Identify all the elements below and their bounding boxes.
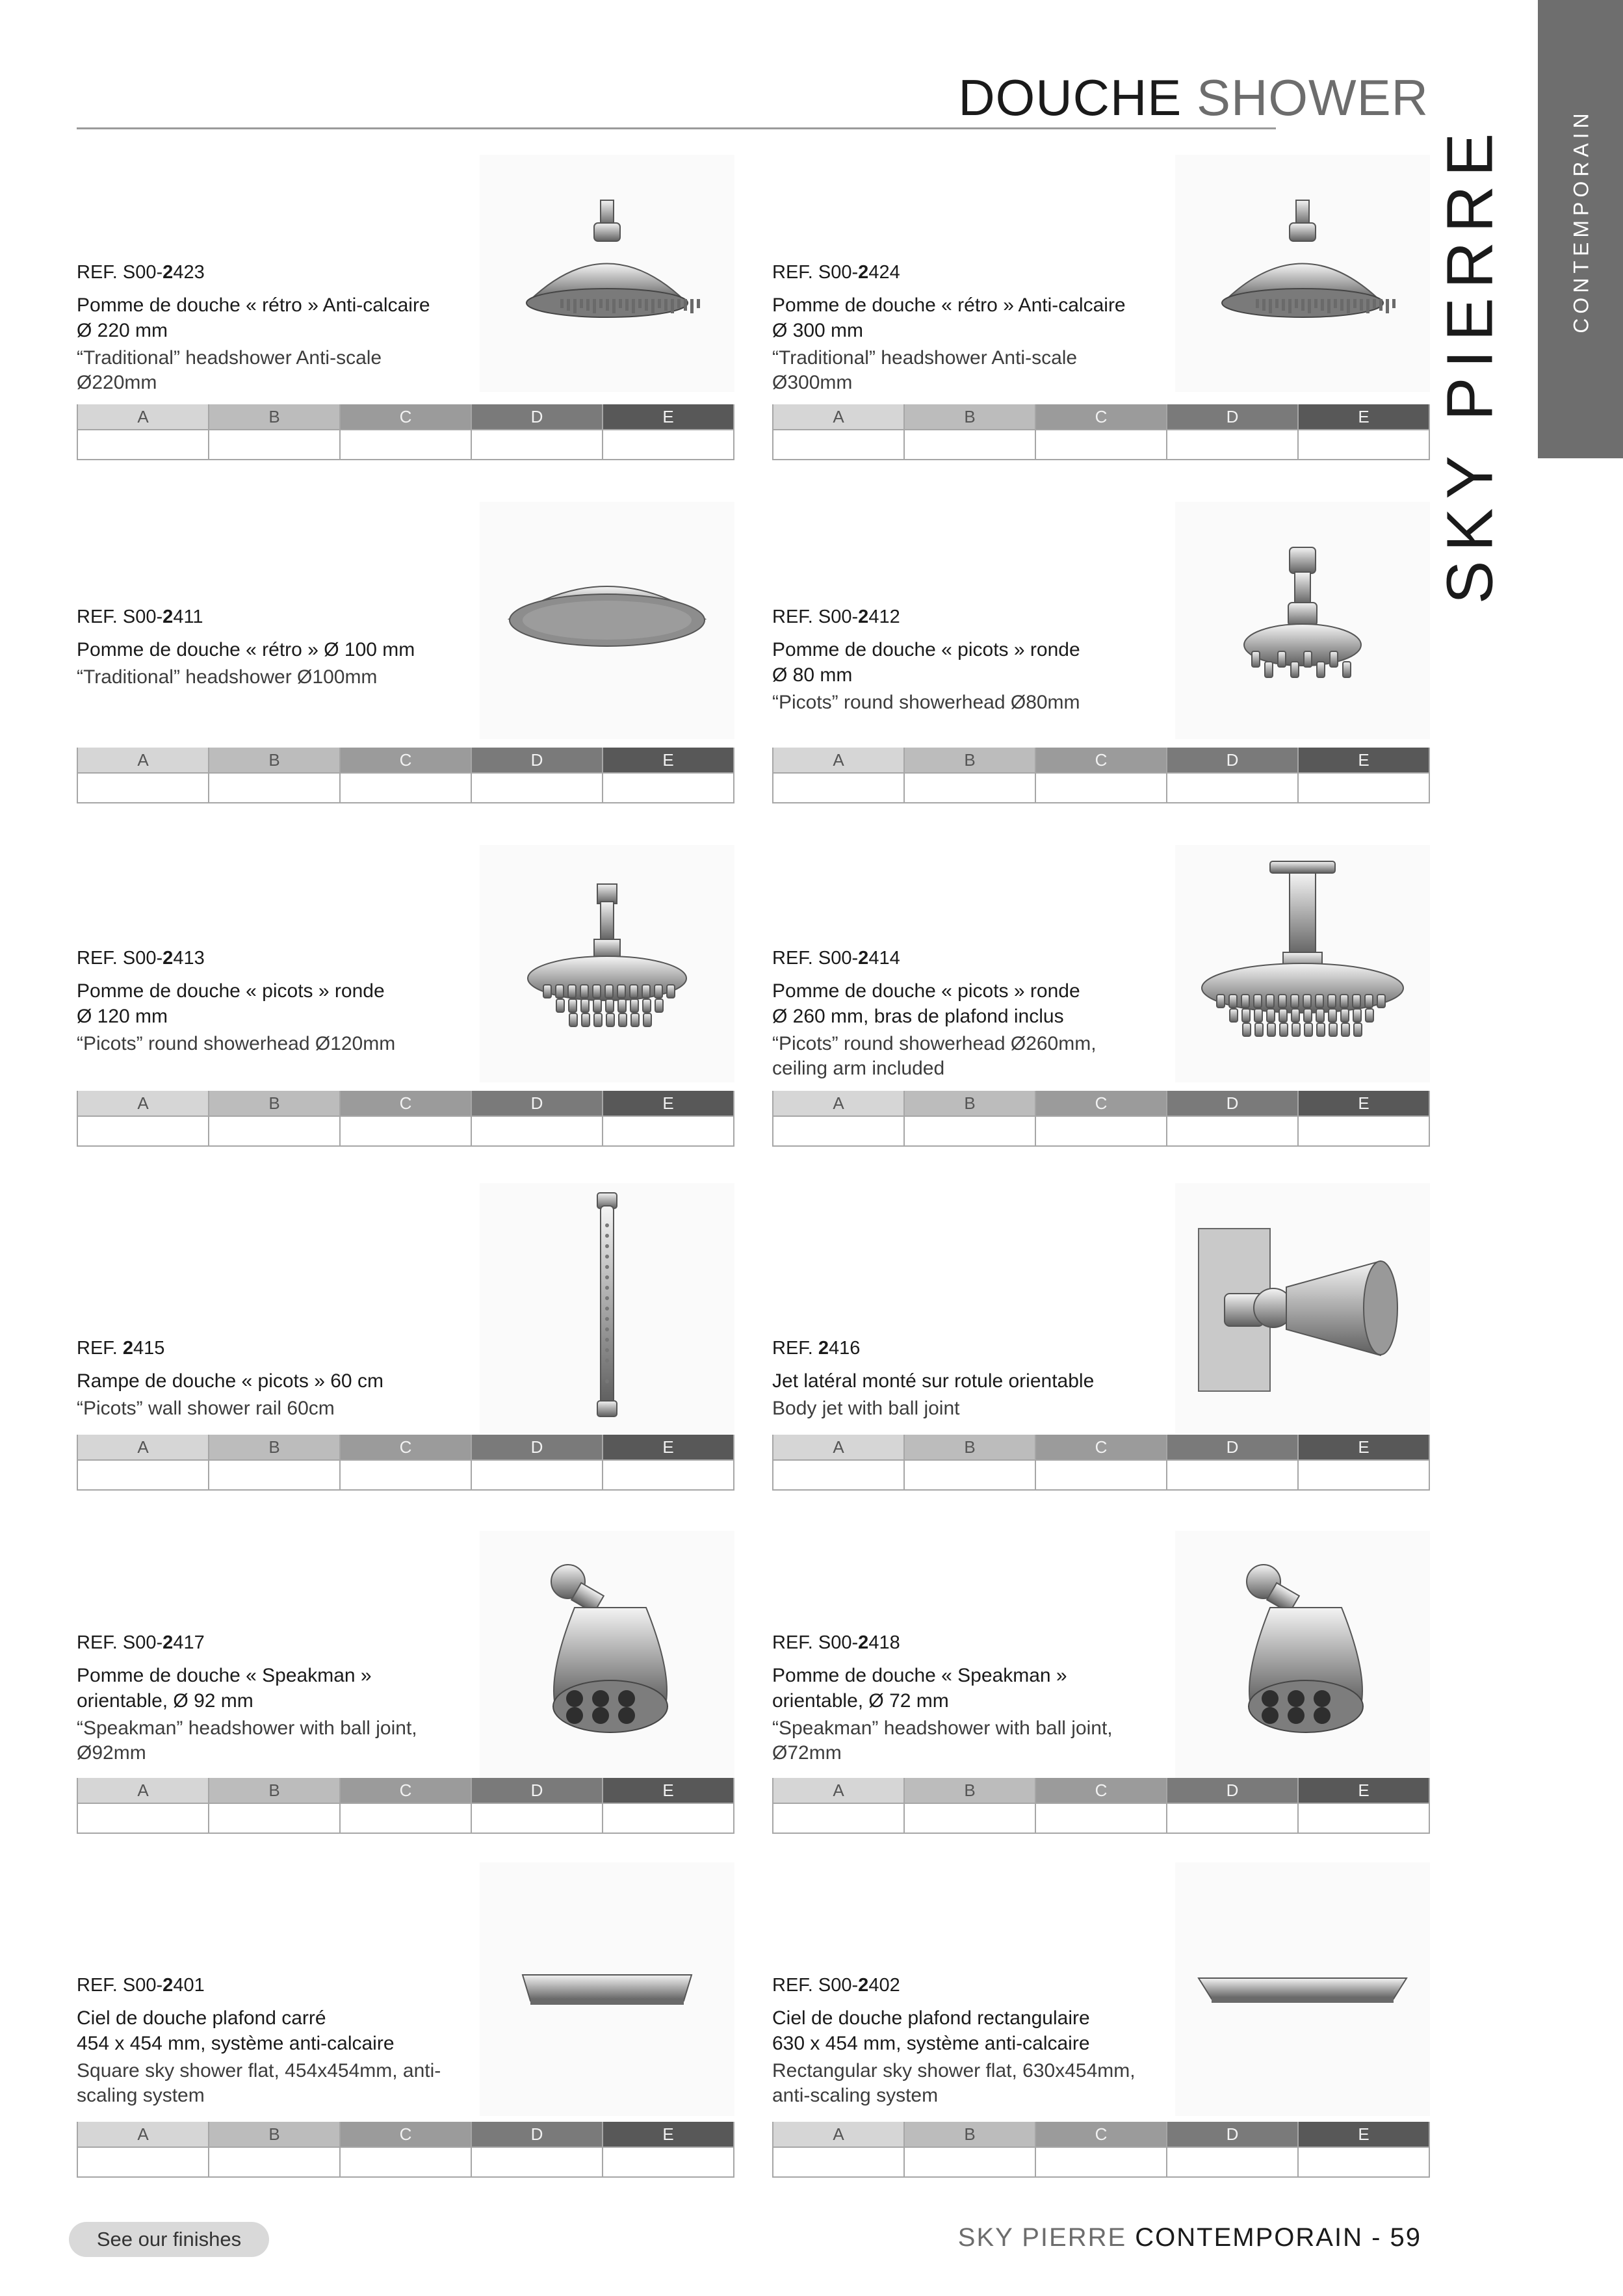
finish-value-row xyxy=(77,430,734,460)
ref-bold: 2 xyxy=(162,1632,174,1653)
ref-bold: 2 xyxy=(858,262,869,283)
finish-header-b: B xyxy=(904,2122,1035,2147)
finish-cell-e[interactable] xyxy=(603,1460,734,1490)
finish-cell-d[interactable] xyxy=(471,2147,603,2177)
product-name-fr: Pomme de douche « rétro » Ø 100 mm xyxy=(77,639,415,660)
ref-suffix: 401 xyxy=(173,1975,205,1996)
product-description xyxy=(77,260,493,395)
footer-section-page: CONTEMPORAIN - 59 xyxy=(1135,2223,1422,2252)
finish-cell-a[interactable] xyxy=(773,430,904,460)
ref-prefix: REF. S00- xyxy=(772,1975,859,1996)
ref-suffix: 424 xyxy=(868,262,900,283)
product-ref xyxy=(772,260,1188,285)
product-ref xyxy=(772,1973,1188,1998)
finish-cell-d[interactable] xyxy=(1167,430,1298,460)
finish-cell-b[interactable] xyxy=(904,1803,1035,1833)
ref-suffix: 413 xyxy=(173,948,205,969)
finish-cell-a[interactable] xyxy=(773,2147,904,2177)
finish-header-a: A xyxy=(77,748,209,773)
ref-bold: 2 xyxy=(162,1975,174,1996)
finish-cell-e[interactable] xyxy=(1298,1460,1429,1490)
finish-cell-c[interactable] xyxy=(1035,2147,1167,2177)
product-description xyxy=(772,1336,1188,1421)
finish-header-e: E xyxy=(1298,1778,1429,1803)
finish-table xyxy=(772,1778,1430,1834)
picots-head-icon xyxy=(503,874,711,1053)
product-name-fr: Pomme de douche « picots » ronde Ø 260 mm, bras de plafond inclus xyxy=(772,980,1080,1027)
product-name-en: “Traditional” headshower Anti-scale Ø220mm xyxy=(77,347,382,393)
finish-header-e: E xyxy=(603,1778,734,1803)
finish-header-d: D xyxy=(471,1435,603,1460)
finish-header-row xyxy=(77,748,734,773)
finish-header-b: B xyxy=(904,748,1035,773)
finish-cell-e[interactable] xyxy=(603,1116,734,1146)
finish-cell-b[interactable] xyxy=(209,1803,340,1833)
finish-table xyxy=(77,2122,734,2178)
finish-cell-b[interactable] xyxy=(209,430,340,460)
product-photo xyxy=(480,1531,734,1778)
finish-header-e: E xyxy=(603,2122,734,2147)
product-photo xyxy=(1175,502,1430,739)
finish-cell-c[interactable] xyxy=(1035,1460,1167,1490)
ref-suffix: 418 xyxy=(868,1632,900,1653)
finish-cell-b[interactable] xyxy=(904,1460,1035,1490)
finish-cell-e[interactable] xyxy=(603,1803,734,1833)
product-ref xyxy=(77,1973,493,1998)
finish-header-c: C xyxy=(340,1778,471,1803)
see-finishes-button[interactable]: See our finishes xyxy=(69,2222,269,2257)
ref-bold: 2 xyxy=(818,1338,829,1359)
ref-bold: 2 xyxy=(162,607,174,627)
finish-cell-b[interactable] xyxy=(209,2147,340,2177)
ref-prefix: REF. S00- xyxy=(772,607,859,627)
ref-prefix: REF. S00- xyxy=(77,262,163,283)
header-divider xyxy=(77,127,1276,129)
finish-header-b: B xyxy=(209,1435,340,1460)
finish-header-d: D xyxy=(1167,404,1298,430)
finish-value-row xyxy=(77,1116,734,1146)
finish-value-row xyxy=(77,2147,734,2177)
product-name-en: “Picots” round showerhead Ø120mm xyxy=(77,1033,396,1054)
product-name-fr: Pomme de douche « picots » ronde Ø 120 mm xyxy=(77,980,385,1027)
finish-header-d: D xyxy=(1167,748,1298,773)
ref-bold: 2 xyxy=(858,948,869,969)
finish-header-b: B xyxy=(209,1778,340,1803)
finish-cell-d[interactable] xyxy=(1167,2147,1298,2177)
ref-prefix: REF. S00- xyxy=(77,1975,163,1996)
ref-bold: 2 xyxy=(858,1632,869,1653)
finish-header-c: C xyxy=(340,404,471,430)
ref-suffix: 417 xyxy=(173,1632,205,1653)
ref-bold: 2 xyxy=(162,262,174,283)
finish-cell-e[interactable] xyxy=(1298,2147,1429,2177)
finish-header-row xyxy=(77,404,734,430)
finish-cell-a[interactable] xyxy=(773,773,904,803)
product-ref xyxy=(772,946,1188,971)
finish-value-row xyxy=(773,2147,1429,2177)
product-photo xyxy=(480,845,734,1082)
finish-header-row xyxy=(773,1091,1429,1116)
finish-header-row xyxy=(77,1435,734,1460)
product-name-en: “Speakman” headshower with ball joint, Ø72mm xyxy=(772,1717,1113,1764)
page-footer xyxy=(845,2223,1422,2252)
product-photo xyxy=(480,155,734,392)
body-jet-icon xyxy=(1186,1216,1420,1401)
ref-suffix: 416 xyxy=(829,1338,861,1359)
ref-prefix: REF. xyxy=(772,1338,818,1359)
finish-cell-d[interactable] xyxy=(1167,1116,1298,1146)
finish-header-row xyxy=(77,1091,734,1116)
finish-header-e: E xyxy=(1298,1435,1429,1460)
finish-cell-c[interactable] xyxy=(1035,1803,1167,1833)
product-photo xyxy=(1175,1531,1430,1778)
finish-header-c: C xyxy=(340,748,471,773)
finish-table xyxy=(772,1091,1430,1147)
speakman-head-icon xyxy=(503,1556,711,1754)
product-name-en: Square sky shower flat, 454x454mm, anti- scaling system xyxy=(77,2060,441,2106)
finish-header-b: B xyxy=(904,404,1035,430)
finish-header-a: A xyxy=(77,2122,209,2147)
ref-suffix: 423 xyxy=(173,262,205,283)
finish-header-a: A xyxy=(773,404,904,430)
finish-table xyxy=(772,404,1430,460)
finish-header-c: C xyxy=(1035,1435,1167,1460)
finish-table xyxy=(77,1778,734,1834)
product-ref xyxy=(772,605,1188,629)
finish-cell-d[interactable] xyxy=(1167,1460,1298,1490)
footer-brand: SKY PIERRE xyxy=(957,2223,1127,2252)
finish-value-row xyxy=(77,1803,734,1833)
product-name-en: Rectangular sky shower flat, 630x454mm, anti-scaling system xyxy=(772,2060,1136,2106)
finish-header-row xyxy=(773,1435,1429,1460)
product-name-en: “Traditional” headshower Anti-scale Ø300mm xyxy=(772,347,1078,393)
product-photo xyxy=(1175,845,1430,1082)
finish-cell-e[interactable] xyxy=(603,773,734,803)
ref-suffix: 411 xyxy=(173,607,203,627)
finish-cell-e[interactable] xyxy=(603,430,734,460)
title-dark: DOUCHE xyxy=(958,69,1182,126)
finish-header-c: C xyxy=(1035,748,1167,773)
finish-value-row xyxy=(773,773,1429,803)
product-name-en: “Picots” wall shower rail 60cm xyxy=(77,1398,335,1419)
product-description xyxy=(772,605,1188,715)
product-ref xyxy=(77,1630,493,1655)
finish-header-d: D xyxy=(1167,1435,1298,1460)
product-name-fr: Pomme de douche « picots » ronde Ø 80 mm xyxy=(772,639,1080,686)
finish-header-e: E xyxy=(1298,1091,1429,1116)
product-photo xyxy=(1175,1183,1430,1433)
product-name-fr: Ciel de douche plafond rectangulaire 630 x 454 mm, système anti-calcaire xyxy=(772,2007,1090,2054)
ref-bold: 2 xyxy=(858,1975,869,1996)
finish-cell-d[interactable] xyxy=(471,1803,603,1833)
finish-cell-d[interactable] xyxy=(471,773,603,803)
finish-header-d: D xyxy=(1167,1091,1298,1116)
finish-header-e: E xyxy=(603,1091,734,1116)
title-light: SHOWER xyxy=(1197,69,1429,126)
ref-bold: 2 xyxy=(122,1338,134,1359)
finish-header-a: A xyxy=(77,1091,209,1116)
finish-header-e: E xyxy=(1298,404,1429,430)
finish-header-d: D xyxy=(471,1778,603,1803)
finish-header-c: C xyxy=(1035,2122,1167,2147)
finish-cell-a[interactable] xyxy=(773,1460,904,1490)
sky-shower-square-icon xyxy=(510,1949,705,2030)
finish-cell-a[interactable] xyxy=(77,430,209,460)
finish-header-row xyxy=(77,2122,734,2147)
finish-table xyxy=(772,2122,1430,2178)
finish-header-c: C xyxy=(1035,404,1167,430)
finish-cell-c[interactable] xyxy=(340,2147,471,2177)
finish-header-c: C xyxy=(1035,1778,1167,1803)
finish-value-row xyxy=(773,1803,1429,1833)
shower-rail-icon xyxy=(503,1186,711,1430)
product-photo xyxy=(480,502,734,739)
finish-header-row xyxy=(773,748,1429,773)
ref-bold: 2 xyxy=(858,607,869,627)
product-name-en: “Traditional” headshower Ø100mm xyxy=(77,666,378,688)
product-photo xyxy=(1175,1862,1430,2116)
product-description xyxy=(772,1630,1188,1766)
product-name-fr: Ciel de douche plafond carré 454 x 454 mm, système anti-calcaire xyxy=(77,2007,395,2054)
finish-cell-d[interactable] xyxy=(471,430,603,460)
product-name-fr: Jet latéral monté sur rotule orientable xyxy=(772,1370,1095,1392)
product-name-en: “Picots” round showerhead Ø260mm, ceiling arm included xyxy=(772,1033,1097,1079)
product-description xyxy=(77,946,493,1056)
product-description xyxy=(77,605,493,690)
retro-shower-head-icon xyxy=(1199,187,1407,359)
dome-shower-head-icon xyxy=(493,547,721,694)
finish-value-row xyxy=(77,1460,734,1490)
finish-cell-a[interactable] xyxy=(77,1116,209,1146)
finish-header-b: B xyxy=(904,1435,1035,1460)
product-name-fr: Pomme de douche « rétro » Anti-calcaire Ø 220 mm xyxy=(77,294,430,341)
product-name-fr: Pomme de douche « rétro » Anti-calcaire Ø 300 mm xyxy=(772,294,1126,341)
ref-prefix: REF. S00- xyxy=(772,262,859,283)
product-description xyxy=(77,1336,493,1421)
product-ref xyxy=(772,1336,1188,1361)
product-photo xyxy=(1175,155,1430,392)
finish-table xyxy=(77,404,734,460)
finish-header-a: A xyxy=(773,1091,904,1116)
product-description xyxy=(772,260,1188,395)
finish-header-b: B xyxy=(209,2122,340,2147)
finish-cell-e[interactable] xyxy=(1298,1116,1429,1146)
ref-prefix: REF. xyxy=(77,1338,123,1359)
finish-cell-b[interactable] xyxy=(209,773,340,803)
finish-cell-c[interactable] xyxy=(340,430,471,460)
finish-value-row xyxy=(77,773,734,803)
finish-cell-b[interactable] xyxy=(209,1116,340,1146)
finish-cell-c[interactable] xyxy=(1035,430,1167,460)
product-name-en: Body jet with ball joint xyxy=(772,1398,960,1419)
ceiling-picots-head-icon xyxy=(1186,855,1420,1073)
finish-cell-e[interactable] xyxy=(603,2147,734,2177)
finish-cell-c[interactable] xyxy=(340,1116,471,1146)
finish-cell-c[interactable] xyxy=(1035,1116,1167,1146)
product-description xyxy=(77,1630,493,1766)
finish-cell-a[interactable] xyxy=(773,1803,904,1833)
product-name-fr: Pomme de douche « Speakman » orientable, Ø 72 mm xyxy=(772,1665,1067,1712)
finish-cell-c[interactable] xyxy=(1035,773,1167,803)
ref-prefix: REF. S00- xyxy=(77,607,163,627)
finish-cell-d[interactable] xyxy=(471,1116,603,1146)
finish-header-e: E xyxy=(1298,2122,1429,2147)
product-photo xyxy=(480,1862,734,2116)
finish-header-b: B xyxy=(209,404,340,430)
finish-cell-b[interactable] xyxy=(904,773,1035,803)
finish-header-row xyxy=(773,1778,1429,1803)
product-photo xyxy=(480,1183,734,1433)
finish-value-row xyxy=(773,1116,1429,1146)
speakman-head-icon xyxy=(1199,1556,1407,1754)
finish-header-d: D xyxy=(471,2122,603,2147)
finish-cell-b[interactable] xyxy=(904,2147,1035,2177)
finish-cell-d[interactable] xyxy=(1167,1803,1298,1833)
finish-header-a: A xyxy=(773,2122,904,2147)
finish-header-c: C xyxy=(340,2122,471,2147)
finish-header-a: A xyxy=(773,1435,904,1460)
finish-header-e: E xyxy=(603,404,734,430)
sky-shower-rect-icon xyxy=(1186,1952,1420,2027)
finish-cell-b[interactable] xyxy=(209,1460,340,1490)
finish-header-d: D xyxy=(471,748,603,773)
product-ref xyxy=(77,1336,493,1361)
finish-header-e: E xyxy=(603,748,734,773)
finish-header-d: D xyxy=(1167,1778,1298,1803)
finish-header-a: A xyxy=(77,404,209,430)
ref-suffix: 402 xyxy=(868,1975,900,1996)
finish-header-c: C xyxy=(1035,1091,1167,1116)
product-description xyxy=(77,1973,493,2108)
finish-table xyxy=(772,748,1430,803)
finish-header-a: A xyxy=(773,748,904,773)
product-name-fr: Rampe de douche « picots » 60 cm xyxy=(77,1370,383,1392)
finish-value-row xyxy=(773,1460,1429,1490)
product-description xyxy=(772,946,1188,1081)
finish-cell-e[interactable] xyxy=(1298,1803,1429,1833)
page-title xyxy=(780,68,1429,127)
product-name-fr: Pomme de douche « Speakman » orientable, Ø 92 mm xyxy=(77,1665,372,1712)
finish-header-d: D xyxy=(1167,2122,1298,2147)
finish-header-d: D xyxy=(471,1091,603,1116)
small-picots-head-icon xyxy=(1199,534,1407,707)
finish-header-a: A xyxy=(77,1778,209,1803)
finish-cell-e[interactable] xyxy=(1298,773,1429,803)
finish-header-d: D xyxy=(471,404,603,430)
finish-header-b: B xyxy=(209,748,340,773)
finish-header-b: B xyxy=(904,1091,1035,1116)
product-ref xyxy=(772,1630,1188,1655)
category-label: CONTEMPORAIN xyxy=(1569,109,1593,333)
finish-cell-b[interactable] xyxy=(904,1116,1035,1146)
finish-table xyxy=(772,1435,1430,1491)
finish-header-a: A xyxy=(773,1778,904,1803)
finish-cell-a[interactable] xyxy=(773,1116,904,1146)
product-description xyxy=(772,1973,1188,2108)
finish-cell-c[interactable] xyxy=(340,1803,471,1833)
product-name-en: “Speakman” headshower with ball joint, Ø92mm xyxy=(77,1717,417,1764)
finish-cell-c[interactable] xyxy=(340,1460,471,1490)
ref-prefix: REF. S00- xyxy=(772,948,859,969)
finish-header-c: C xyxy=(340,1435,471,1460)
product-ref xyxy=(77,605,493,629)
retro-shower-head-icon xyxy=(503,187,711,359)
finish-cell-c[interactable] xyxy=(340,773,471,803)
brand-name: SKY PIERRE xyxy=(1433,124,1507,605)
finish-cell-d[interactable] xyxy=(1167,773,1298,803)
finish-header-a: A xyxy=(77,1435,209,1460)
finish-table xyxy=(77,1091,734,1147)
finish-header-row xyxy=(77,1778,734,1803)
finish-table xyxy=(77,748,734,803)
finish-header-row xyxy=(773,404,1429,430)
finish-table xyxy=(77,1435,734,1491)
finish-cell-d[interactable] xyxy=(471,1460,603,1490)
finish-cell-e[interactable] xyxy=(1298,430,1429,460)
finish-header-b: B xyxy=(209,1091,340,1116)
ref-prefix: REF. S00- xyxy=(772,1632,859,1653)
ref-suffix: 414 xyxy=(868,948,900,969)
product-ref xyxy=(77,260,493,285)
ref-prefix: REF. S00- xyxy=(77,948,163,969)
ref-suffix: 415 xyxy=(133,1338,165,1359)
finish-header-e: E xyxy=(1298,748,1429,773)
finish-cell-b[interactable] xyxy=(904,430,1035,460)
finish-cell-a[interactable] xyxy=(77,2147,209,2177)
finish-cell-a[interactable] xyxy=(77,773,209,803)
finish-value-row xyxy=(773,430,1429,460)
finish-cell-a[interactable] xyxy=(77,1460,209,1490)
product-ref xyxy=(77,946,493,971)
finish-header-row xyxy=(773,2122,1429,2147)
ref-prefix: REF. S00- xyxy=(77,1632,163,1653)
finish-header-c: C xyxy=(340,1091,471,1116)
ref-suffix: 412 xyxy=(868,607,900,627)
finish-header-e: E xyxy=(603,1435,734,1460)
ref-bold: 2 xyxy=(162,948,174,969)
finish-header-b: B xyxy=(904,1778,1035,1803)
finish-cell-a[interactable] xyxy=(77,1803,209,1833)
product-name-en: “Picots” round showerhead Ø80mm xyxy=(772,692,1080,713)
